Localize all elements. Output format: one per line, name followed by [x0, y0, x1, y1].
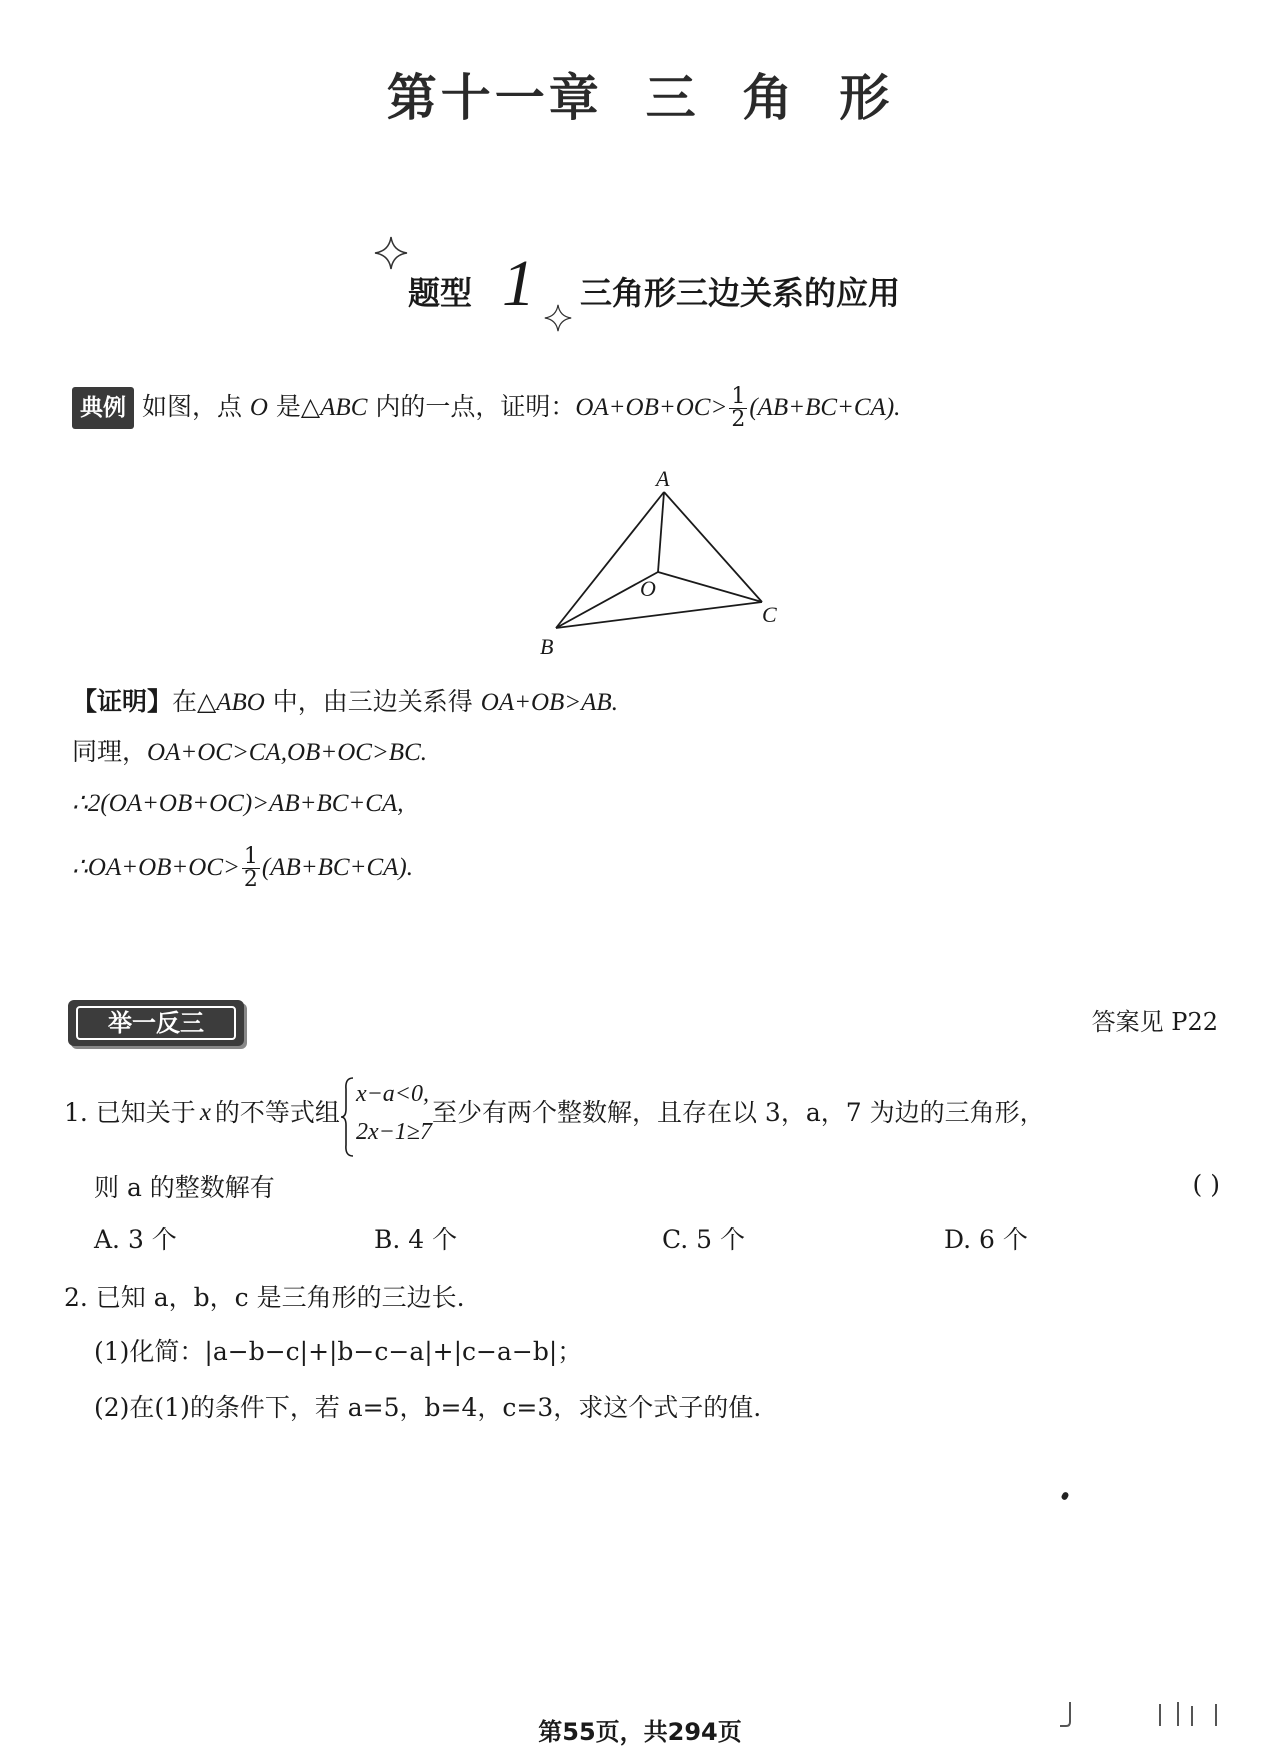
edge-ac — [664, 492, 762, 602]
question-2-part-2: (2)在(1)的条件下，若 a=5，b=4，c=3，求这个式子的值. — [94, 1393, 762, 1422]
example-point: O — [249, 394, 268, 421]
example-lhs: OA+OB+OC> — [575, 394, 728, 421]
example-text: 内的一点，证明： — [367, 392, 576, 421]
question-2: 2. 已知 a，b，c 是三角形的三边长. — [64, 1283, 465, 1312]
edge-ab — [556, 492, 664, 628]
label-c: C — [762, 602, 777, 627]
example-text: 如图，点 — [141, 392, 250, 421]
label-b: B — [540, 634, 554, 659]
topic-heading — [0, 248, 1280, 328]
example-triangle: ABC — [320, 394, 368, 421]
proof-line-3: ∴2(OA+OB+OC)>AB+BC+CA, — [72, 790, 404, 817]
page-footer: 第55页，共294页 — [538, 1718, 742, 1746]
example-statement — [72, 386, 900, 431]
example-badge: 典例 — [72, 387, 134, 429]
question-1-line-2: 则 a 的整数解有 — [94, 1173, 275, 1202]
question-1-options — [94, 1220, 1234, 1260]
question-1: 1. 已知关于 x 的不等式组 x−a<0, 2x−1≥7 至少有两个整数解，且存在以 3，a，7 为边的三角形， — [64, 1068, 1045, 1158]
segment-oc — [658, 572, 762, 602]
topic-title: 三角形三边关系的应用 — [580, 274, 901, 312]
practice-badge: 举一反三 — [68, 1000, 244, 1046]
ink-mark — [1060, 1491, 1069, 1501]
option-a: A. 3 个 — [94, 1225, 177, 1254]
label-o: O — [640, 576, 656, 601]
segment-oa — [658, 492, 664, 572]
option-b: B. 4 个 — [374, 1225, 458, 1254]
edge-bc — [556, 602, 762, 628]
sparkle-icon — [374, 236, 408, 270]
triangle-figure — [540, 462, 800, 662]
proof-line-2: 同理，OA+OC>CA,OB+OC>BC. — [72, 737, 427, 766]
answer-parentheses: ( ) — [1192, 1170, 1220, 1199]
example-text: 是△ — [267, 392, 321, 421]
fraction: $\frac{1}{2}$ — [243, 844, 258, 892]
chapter-title: 第十一章 三 角 形 — [386, 69, 894, 127]
proof-line-1: 【证明】在△ABO 中，由三边关系得 OA+OB>AB. — [72, 687, 618, 716]
answer-reference: 答案见 P22 — [1091, 1008, 1218, 1036]
inequality-system: x−a<0, 2x−1≥7 — [340, 1075, 432, 1151]
scan-marks — [1020, 1700, 1250, 1730]
brace-icon — [340, 1077, 354, 1157]
example-rhs: (AB+BC+CA). — [749, 394, 901, 421]
topic-label: 题型 — [408, 274, 473, 312]
option-c: C. 5 个 — [662, 1225, 745, 1254]
fraction: $\frac{1}{2}$ — [731, 384, 746, 432]
label-a: A — [656, 466, 670, 491]
question-2-part-1: (1)化简：|a−b−c|+|b−c−a|+|c−a−b|； — [94, 1337, 583, 1366]
option-d: D. 6 个 — [944, 1225, 1028, 1254]
sparkle-icon — [544, 304, 572, 332]
proof-line-4: ∴OA+OB+OC> $\frac{1}{2}$ (AB+BC+CA). — [72, 844, 413, 892]
proof-label: 【证明】 — [72, 687, 173, 716]
topic-number: 1 — [502, 247, 535, 320]
